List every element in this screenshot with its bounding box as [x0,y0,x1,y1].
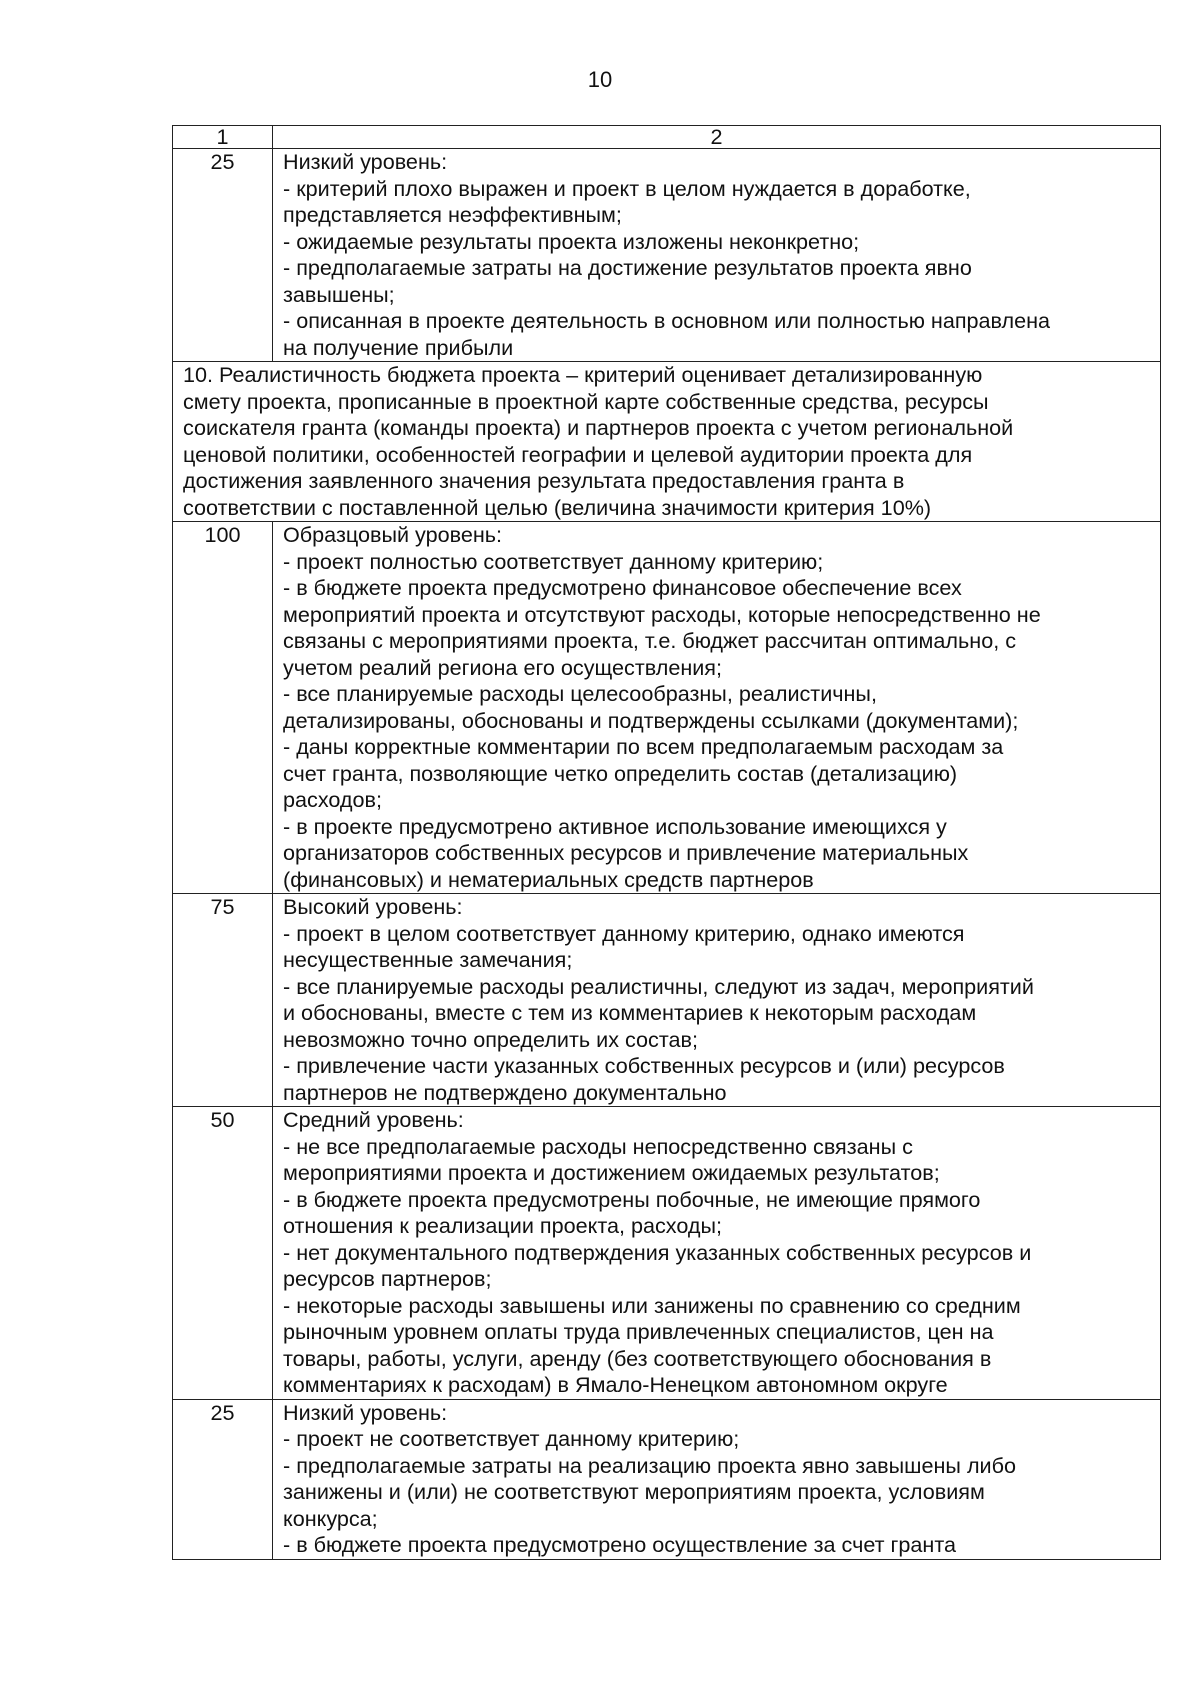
description-line: детализированы, обоснованы и подтверждены ссылками (документами); [283,707,1019,733]
level-title: Низкий уровень: [283,1399,448,1425]
criterion-line: ценовой политики, особенностей географии и целевой аудитории проекта для [183,441,973,467]
score-cell: 25 [173,149,273,362]
description-line: на получение прибыли [283,334,514,360]
description-line: конкурса; [283,1505,378,1531]
description-line: - нет документального подтверждения указанных собственных ресурсов и [283,1239,1032,1265]
criterion-line: соответствии с поставленной целью (величина значимости критерия 10%) [183,494,932,520]
table-row [173,1107,1161,1400]
description-line: - проект полностью соответствует данному критерию; [283,548,824,574]
description-line: и обоснованы, вместе с тем из комментариев к некоторым расходам [283,1000,977,1025]
criterion-line: достижения заявленного значения результата предоставления гранта в [183,468,905,493]
description-line: мероприятий проекта и отсутствуют расходы, которые непосредственно не [283,601,1041,627]
description-line: - описанная в проекте деятельность в основном или полностью направлена [283,308,1051,333]
description-cell [273,1107,1161,1400]
description-line: - все планируемые расходы реалистичны, следуют из задач, мероприятий [283,973,1034,999]
level-title: Образцовый уровень: [283,522,503,547]
description-line: отношения к реализации проекта, расходы; [283,1213,723,1238]
description-line: - в бюджете проекта предусмотрены побочные, не имеющие прямого [283,1186,981,1212]
description-line: - проект не соответствует данному критерию; [283,1426,740,1451]
description-line: - проект в целом соответствует данному критерию, однако имеются [283,920,965,946]
description-cell [273,894,1161,1107]
description-line: - в проекте предусмотрено активное использование имеющихся у [283,813,947,839]
table-row [173,149,1161,362]
criterion-line: 10. Реалистичность бюджета проекта – критерий оценивает детализированную [183,362,983,387]
score-cell: 100 [173,522,273,894]
description-line: завышены; [283,281,395,307]
description-line: несущественные замечания; [283,947,573,972]
description-line: ресурсов партнеров; [283,1266,492,1291]
score-cell: 75 [173,894,273,1107]
criterion-description [173,362,1161,522]
description-cell [273,149,1161,362]
score-cell: 25 [173,1399,273,1559]
description-line: - все планируемые расходы целесообразны, реалистичны, [283,681,877,706]
criteria-table [172,125,1161,1560]
description-line: - критерий плохо выражен и проект в целом нуждается в доработке, [283,175,971,201]
description-line: комментариях к расходам) в Ямало-Ненецком автономном округе [283,1372,948,1397]
criterion-row [173,362,1161,522]
description-line: мероприятиями проекта и достижением ожидаемых результатов; [283,1160,940,1185]
criterion-line: смету проекта, прописанные в проектной карте собственные средства, ресурсы [183,388,989,414]
description-line: рыночным уровнем оплаты труда привлеченных специалистов, цен на [283,1319,994,1344]
description-line: - ожидаемые результаты проекта изложены неконкретно; [283,228,860,254]
description-line: организаторов собственных ресурсов и привлечение материальных [283,840,969,865]
header-col-1: 1 [173,126,273,149]
table-row [173,522,1161,894]
description-line: товары, работы, услуги, аренду (без соответствующего обоснования в [283,1345,992,1371]
description-line: - даны корректные комментарии по всем предполагаемым расходам за [283,734,1004,759]
level-title: Высокий уровень: [283,894,463,919]
description-line: занижены и (или) не соответствуют мероприятиям проекта, условиям [283,1479,985,1504]
page-number: 10 [587,67,613,92]
description-line: связаны с мероприятиями проекта, т.е. бюджет рассчитан оптимально, с [283,628,1016,653]
description-line: учетом реалий региона его осуществления; [283,654,723,680]
description-line: - предполагаемые затраты на достижение результатов проекта явно [283,255,972,280]
description-line: - привлечение части указанных собственных ресурсов и (или) ресурсов [283,1053,1005,1078]
header-col-2: 2 [273,126,1161,149]
description-line: - в бюджете проекта предусмотрено финансовое обеспечение всех [283,575,962,600]
description-line: (финансовых) и нематериальных средств партнеров [283,866,814,892]
description-line: - не все предполагаемые расходы непосредственно связаны с [283,1133,913,1159]
description-cell [273,1399,1161,1559]
description-cell [273,522,1161,894]
description-line: невозможно точно определить их состав; [283,1026,698,1052]
description-line: - предполагаемые затраты на реализацию проекта явно завышены либо [283,1452,1016,1478]
table-header-row [173,126,1161,149]
level-title: Низкий уровень: [283,149,448,174]
score-cell: 50 [173,1107,273,1400]
table-row [173,1399,1161,1559]
description-line: расходов; [283,787,382,812]
description-line: счет гранта, позволяющие четко определить состав (детализацию) [283,760,958,786]
level-title: Средний уровень: [283,1107,464,1132]
description-line: представляется неэффективным; [283,202,622,227]
description-line: - некоторые расходы завышены или занижены по сравнению со средним [283,1292,1021,1318]
description-line: партнеров не подтверждено документально [283,1079,727,1105]
criterion-line: соискателя гранта (команды проекта) и партнеров проекта с учетом региональной [183,415,1014,440]
description-line: - в бюджете проекта предусмотрено осуществление за счет гранта [283,1532,957,1557]
table-row [173,894,1161,1107]
